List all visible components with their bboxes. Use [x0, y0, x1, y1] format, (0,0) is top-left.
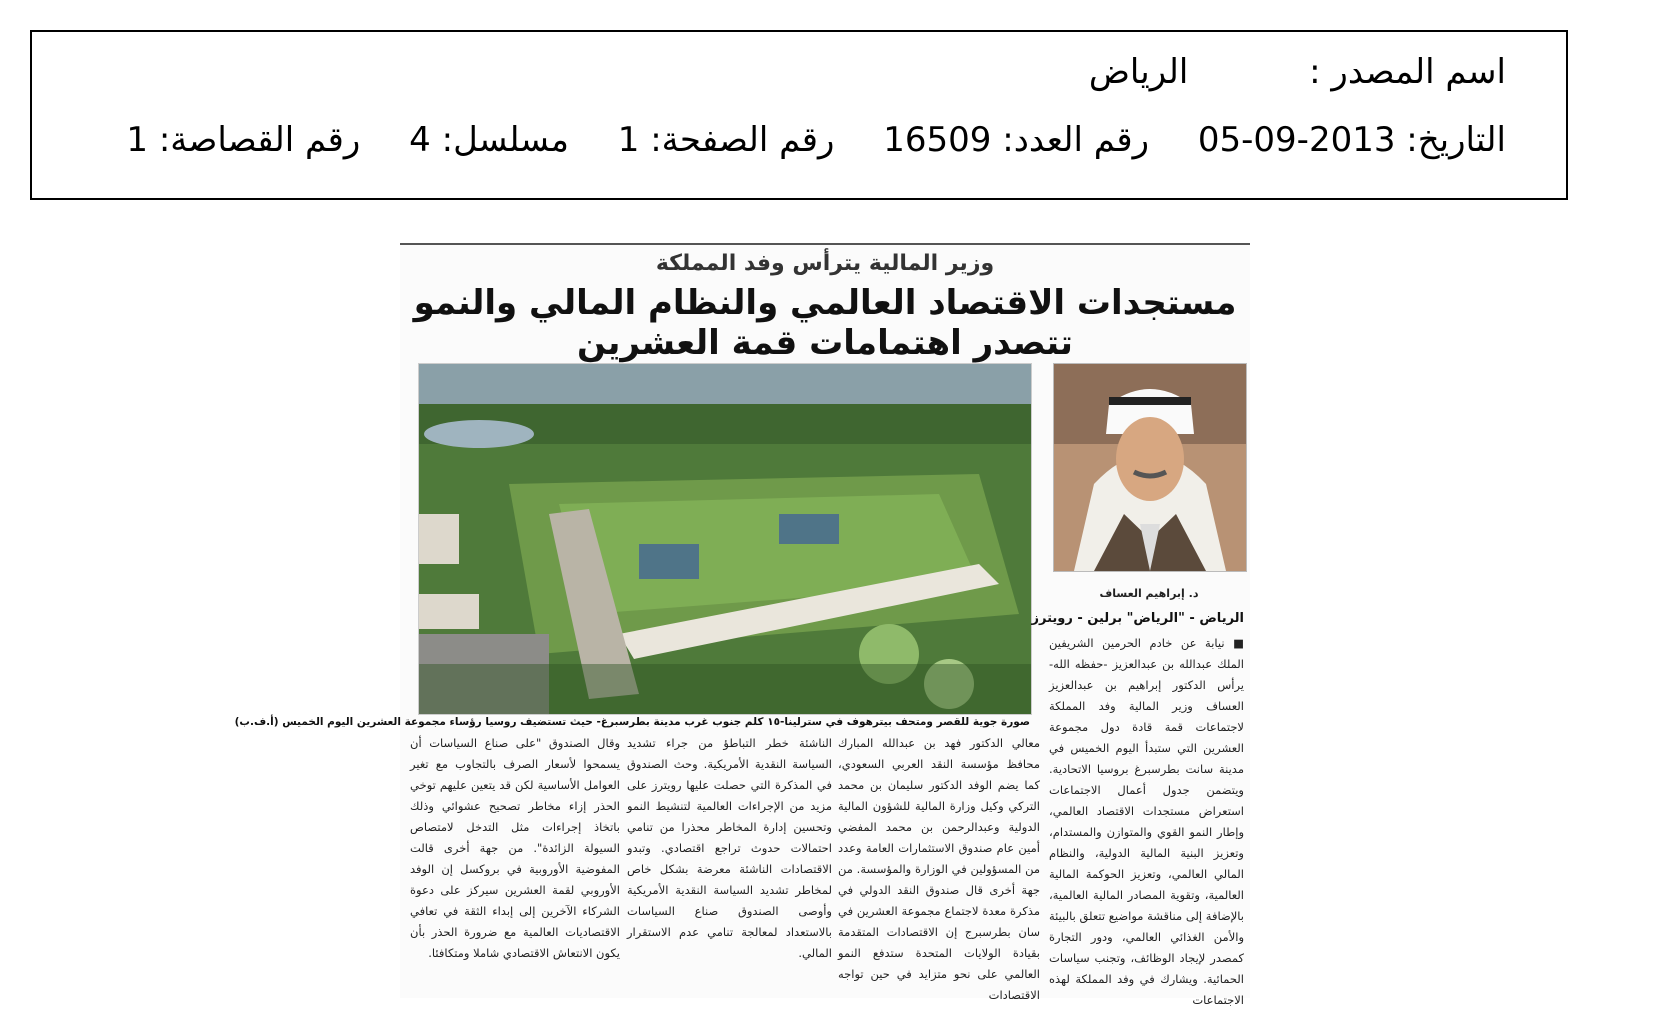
details-line — [88, 120, 1506, 160]
source-line — [1089, 52, 1506, 92]
article-column-1 — [1049, 633, 1244, 1011]
column-3-text: الناشئة خطر التباطؤ من جراء تشديد السياسة النقدية الأمريكية. وحث الصندوق في المذكرة التي حصلت عليها رويترز على مزيد من الإجراءات العالمية لتنشيط النمو وتحسين إدارة المخاطر محذرا من تنامي احتمالات حدوث تراجع اقتصادي. وتبدو الاقتصادات الناشئة معرضة بشكل خاص لمخاطر تشديد السياسة النقدية الأمريكية وأوصى الصندوق صناع السياسات بالاستعداد لمعالجة تنامي عدم الاستقرار المالي. — [627, 736, 832, 960]
column-2-text: معالي الدكتور فهد بن عبدالله المبارك محافظ مؤسسة النقد العربي السعودي، كما يضم الوفد الدكتور سليمان بن محمد التركي وكيل وزارة المالية للشؤون المالية الدولية وعبدالرحمن بن محمد المفضي أمين عام صندوق الاستثمارات العامة وعدد من المسؤولين في الوزارة والمؤسسة. من جهة أخرى قال صندوق النقد الدولي في مذكرة معدة لاجتماع مجموعة العشرين في سان بطرسبرج إن الاقتصادات المتقدمة بقيادة الولايات المتحدة ستدفع النمو العالمي على نحو متزايد في حين تواجه الاقتصادات — [838, 736, 1040, 1002]
top-rule — [400, 243, 1250, 245]
article-kicker: وزير المالية يترأس وفد المملكة — [655, 251, 995, 276]
column-4-text: وقال الصندوق "على صناع السياسات أن يسمحوا لأسعار الصرف بالتجاوب مع تغير العوامل الأساسية لكن قد يتعين عليهم توخي الحذر إزاء مخاطر تصحيح عشوائي وذلك باتخاذ إجراءات مثل التدخل لامتصاص السيولة الزائدة". من جهة أخرى قالت المفوضية الأوروبية في بروكسل إن الوفد الأوروبي لقمة العشرين سيركز على دعوة الشركاء الآخرين إلى إبداء الثقة في تعافي الاقتصاديات العالمية مع ضرورة الحذر بأن يكون الانتعاش الاقتصادي شاملا ومتكافئا. — [410, 736, 620, 960]
article-headline: مستجدات الاقتصاد العالمي والنظام المالي والنمو تتصدر اهتمامات قمة العشرين — [413, 283, 1237, 363]
article-column-2 — [838, 733, 1040, 1006]
article-column-4 — [410, 733, 620, 964]
clipping-metadata-box — [30, 30, 1568, 200]
newspaper-clipping — [234, 243, 1250, 1007]
aerial-photo-caption: صورة جوية للقصر ومتحف بيترهوف في سترلينا-١٥ كلم جنوب غرب مدينة بطرسبرغ- حيث تستضيف روسيا رؤساء مجموعة العشرين اليوم الخميس (أ.ف.ب) — [234, 716, 1030, 728]
article-column-3 — [627, 733, 832, 964]
source-value: الرياض — [1088, 52, 1189, 92]
serial-field: مسلسل: 4 — [409, 120, 569, 160]
page-number-field: رقم الصفحة: 1 — [617, 120, 835, 160]
clip-number-field: رقم القصاصة: 1 — [126, 120, 361, 160]
issue-number-field: رقم العدد: 16509 — [883, 120, 1150, 160]
source-label: اسم المصدر : — [1309, 52, 1506, 92]
minister-photo — [1053, 363, 1247, 572]
minister-photo-caption: د. إبراهيم العساف — [1099, 587, 1199, 600]
aerial-palace-photo — [418, 363, 1032, 715]
column-1-text: ■ نيابة عن خادم الحرمين الشريفين الملك عبدالله بن عبدالعزيز -حفظه الله- يرأس الدكتور إبراهيم بن عبدالعزيز العساف وزير المالية وفد المملكة لاجتماعات قمة قادة دول مجموعة العشرين التي ستبدأ اليوم الخميس في مدينة سانت بطرسبرغ بروسيا الاتحادية. ويتضمن جدول أعمال الاجتماعات استعراض مستجدات الاقتصاد العالمي، وإطار النمو القوي والمتوازن والمستدام، وتعزيز البنية المالية الدولية، والنظام المالي العالمي، وتعزيز الحوكمة المالية العالمية، وتقوية المصادر المالية العالمية، بالإضافة إلى مناقشة مواضيع تتعلق بالبيئة والأمن الغذائي العالمي، ودور التجارة كمصدر لإيجاد الوظائف، وتجنب سياسات الحمائية. ويشارك في وفد المملكة لهذه الاجتماعات — [1049, 636, 1244, 1007]
article-byline: الرياض - "الرياض" برلين - رويترز — [1031, 611, 1244, 626]
date-field: التاريخ: 2013-09-05 — [1197, 120, 1506, 160]
